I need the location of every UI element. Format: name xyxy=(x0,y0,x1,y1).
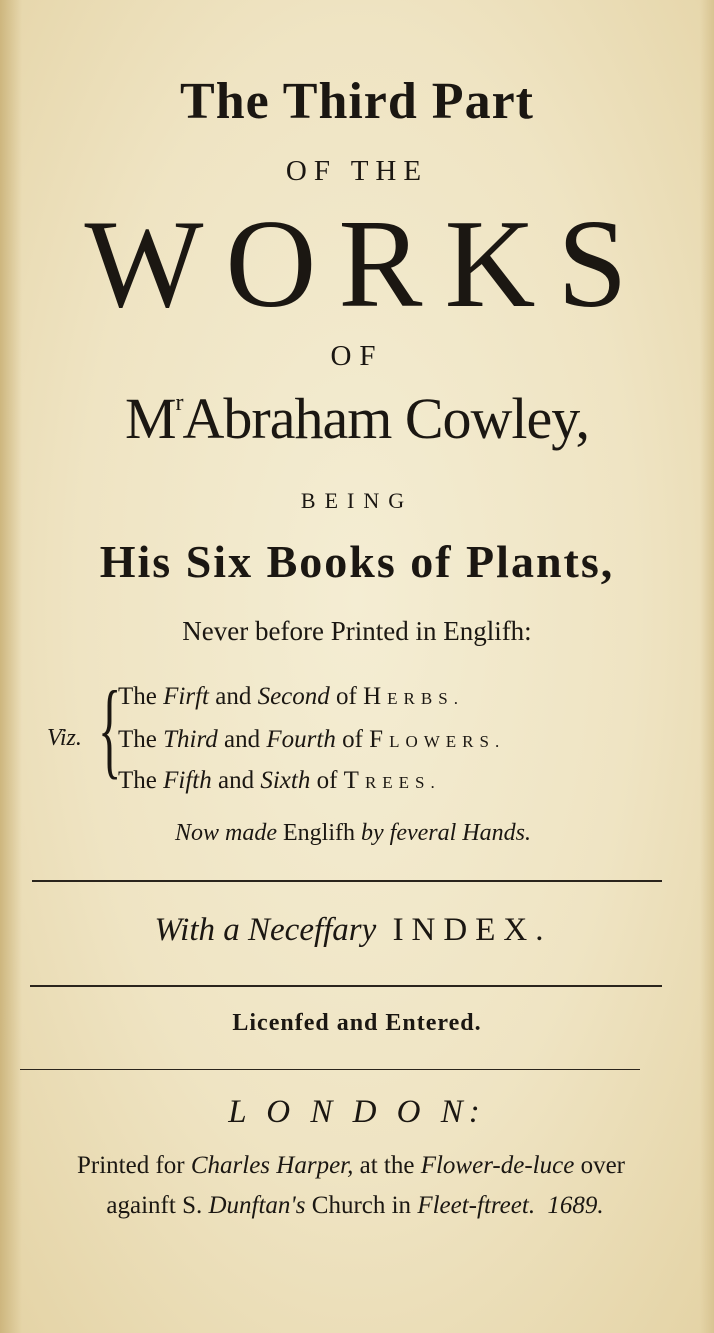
translation-english: Englifh xyxy=(283,820,356,846)
imprint-dunstan: Dunftan's xyxy=(208,1192,306,1219)
row-second: Sixth xyxy=(260,767,311,794)
row-subject-initial: T xyxy=(343,767,365,794)
author-name: Abraham Cowley, xyxy=(182,386,590,451)
never-printed-line xyxy=(0,616,714,647)
row-and: and xyxy=(217,767,255,794)
part-heading xyxy=(0,72,714,131)
imprint-church: Church in xyxy=(311,1192,412,1219)
row-and: and xyxy=(215,683,252,710)
contents-row-herbs xyxy=(118,683,464,711)
author-prefix: M xyxy=(124,386,176,451)
city-text: L O N D O N: xyxy=(228,1094,486,1130)
row-second: Second xyxy=(257,683,330,710)
divider-rule-2 xyxy=(30,985,662,987)
row-subject-rest: REES. xyxy=(364,773,441,792)
contents-row-flowers xyxy=(118,726,505,754)
imprint-street: Fleet-ftreet. xyxy=(417,1192,536,1219)
of-line xyxy=(0,340,714,373)
works-title xyxy=(10,195,714,334)
divider-rule-1 xyxy=(32,880,662,882)
part-heading-text: The Third Part xyxy=(180,73,534,130)
never-printed-text: Never before Printed in Englifh: xyxy=(182,616,532,646)
row-first: Fifth xyxy=(163,767,212,794)
imprint-line-2 xyxy=(0,1192,712,1220)
viz-label: Viz. xyxy=(47,725,82,751)
imprint-over: over xyxy=(580,1152,625,1179)
row-subject-rest: ERBS. xyxy=(387,689,464,708)
translation-now-made: Now made xyxy=(175,820,278,846)
imprint-year: 1689. xyxy=(547,1192,604,1219)
row-first: Third xyxy=(163,726,218,753)
curly-brace-icon: { xyxy=(98,670,122,789)
divider-rule-3 xyxy=(20,1069,640,1070)
works-title-text: WORKS xyxy=(84,195,650,334)
being-line xyxy=(0,488,714,514)
city-line xyxy=(0,1094,714,1131)
imprint-shop-sign: Flower-de-luce xyxy=(420,1152,575,1179)
author-superscript: r xyxy=(175,390,183,416)
being-text: BEING xyxy=(300,488,414,513)
licensed-line xyxy=(0,1010,714,1037)
row-of: of xyxy=(316,767,338,794)
books-of-plants-line xyxy=(0,535,714,588)
index-line xyxy=(0,912,710,949)
books-of-plants-text: His Six Books of Plants, xyxy=(99,536,615,587)
licensed-text: Licenfed and Entered. xyxy=(232,1010,482,1036)
row-subject-initial: F xyxy=(369,726,390,753)
of-the-text: OF THE xyxy=(285,155,429,187)
imprint-at-the: at the xyxy=(359,1152,415,1179)
contents-row-trees xyxy=(118,767,441,795)
index-with-necessary: With a Neceffary xyxy=(154,912,377,948)
index-word: INDEX. xyxy=(392,912,552,948)
row-the: The xyxy=(118,726,157,753)
row-the: The xyxy=(118,683,157,710)
imprint-bookseller: Charles Harper, xyxy=(190,1152,354,1179)
row-and: and xyxy=(224,726,261,753)
imprint-against: againft S. xyxy=(106,1192,203,1219)
of-text: OF xyxy=(330,340,384,372)
translation-line xyxy=(0,820,710,847)
row-subject-initial: H xyxy=(363,683,388,710)
translation-hands: by feveral Hands. xyxy=(361,820,531,846)
row-first: Firft xyxy=(163,683,209,710)
row-of: of xyxy=(342,726,363,753)
imprint-line-1 xyxy=(0,1152,708,1180)
of-the-line xyxy=(0,155,714,188)
row-second: Fourth xyxy=(266,726,336,753)
author-line xyxy=(0,385,714,452)
row-subject-rest: LOWERS. xyxy=(389,732,506,751)
row-the: The xyxy=(118,767,157,794)
imprint-printed-for: Printed for xyxy=(76,1152,185,1179)
row-of: of xyxy=(336,683,357,710)
